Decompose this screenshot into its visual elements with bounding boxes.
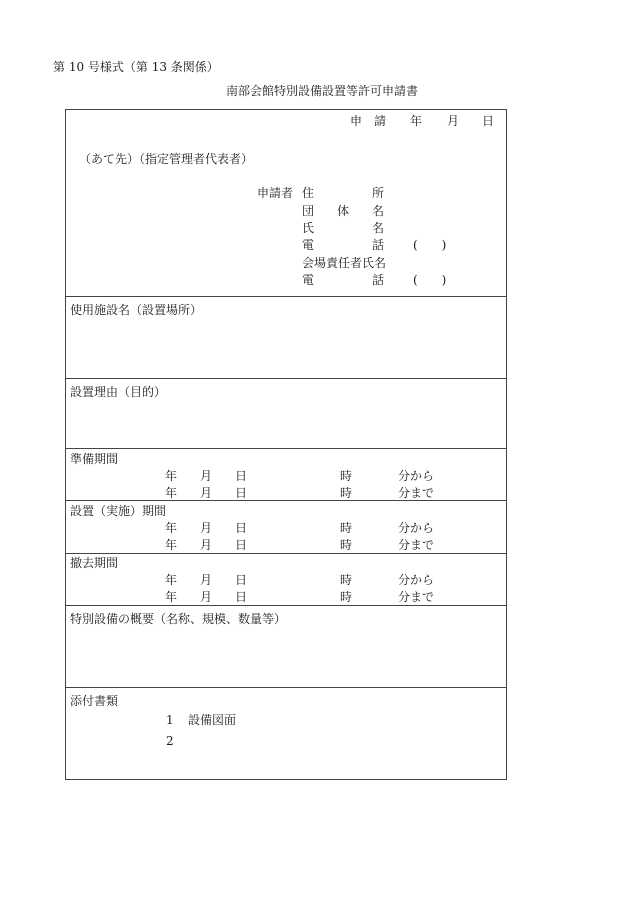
hour-unit: 時 [340, 573, 353, 587]
divider [65, 605, 507, 606]
name-label-a: 氏 [302, 221, 315, 235]
year-unit: 年 [165, 590, 178, 604]
month-unit: 月 [200, 573, 213, 587]
hour-unit: 時 [340, 538, 353, 552]
month-unit: 月 [200, 521, 213, 535]
minute-until-unit: 分まで [398, 486, 435, 500]
minute-until-unit: 分まで [398, 590, 435, 604]
attachment-text: 設備図面 [188, 713, 237, 727]
minute-from-unit: 分から [398, 469, 435, 483]
application-form [65, 109, 507, 780]
date-month-label: 月 [447, 114, 460, 128]
group-label-c: 名 [372, 204, 385, 218]
day-unit: 日 [235, 538, 248, 552]
facility-label: 使用施設名（設置場所） [70, 303, 203, 317]
form-title: 南部会館特別設備設置等許可申請書 [226, 84, 419, 98]
divider [65, 448, 507, 449]
year-unit: 年 [165, 486, 178, 500]
removal-period-label: 撤去期間 [70, 556, 119, 570]
date-day-label: 日 [482, 114, 495, 128]
installation-period-label: 設置（実施）期間 [70, 504, 167, 518]
day-unit: 日 [235, 573, 248, 587]
month-unit: 月 [200, 590, 213, 604]
phone-label-a: 電 [302, 238, 315, 252]
hour-unit: 時 [340, 590, 353, 604]
month-unit: 月 [200, 469, 213, 483]
month-unit: 月 [200, 538, 213, 552]
phone2-label-a: 電 [302, 273, 315, 287]
hour-unit: 時 [340, 486, 353, 500]
address-label-b: 所 [372, 186, 385, 200]
divider [65, 296, 507, 297]
day-unit: 日 [235, 521, 248, 535]
minute-from-unit: 分から [398, 521, 435, 535]
year-unit: 年 [165, 469, 178, 483]
hour-unit: 時 [340, 469, 353, 483]
form-number: 第 10 号様式（第 13 条関係） [53, 60, 219, 74]
year-unit: 年 [165, 521, 178, 535]
attachment-number: 1 [166, 713, 174, 727]
year-unit: 年 [165, 538, 178, 552]
reason-label: 設置理由（目的） [70, 385, 167, 399]
hour-unit: 時 [340, 521, 353, 535]
address-label-a: 住 [302, 186, 315, 200]
year-unit: 年 [165, 573, 178, 587]
divider [65, 553, 507, 554]
minute-until-unit: 分まで [398, 538, 435, 552]
divider [65, 687, 507, 688]
day-unit: 日 [235, 469, 248, 483]
preparation-period-label: 準備期間 [70, 452, 119, 466]
divider [65, 500, 507, 501]
application-label: 申 請 [350, 114, 387, 128]
attachments-label: 添付書類 [70, 694, 119, 708]
month-unit: 月 [200, 486, 213, 500]
addressee-label: （あて先）（指定管理者代表者） [79, 152, 254, 166]
divider [65, 378, 507, 379]
equipment-overview-label: 特別設備の概要（名称、規模、数量等） [70, 612, 287, 626]
phone2-parens: ( ) [413, 273, 447, 287]
phone-parens: ( ) [413, 238, 447, 252]
name-label-b: 名 [372, 221, 385, 235]
date-year-label: 年 [410, 114, 423, 128]
attachment-number: 2 [166, 734, 174, 748]
phone-label-b: 話 [372, 238, 385, 252]
group-label-b: 体 [337, 204, 350, 218]
applicant-label: 申請者 [257, 186, 294, 200]
group-label-a: 団 [302, 204, 315, 218]
minute-from-unit: 分から [398, 573, 435, 587]
day-unit: 日 [235, 486, 248, 500]
phone2-label-b: 話 [372, 273, 385, 287]
day-unit: 日 [235, 590, 248, 604]
venue-manager-label: 会場責任者氏名 [302, 256, 387, 270]
